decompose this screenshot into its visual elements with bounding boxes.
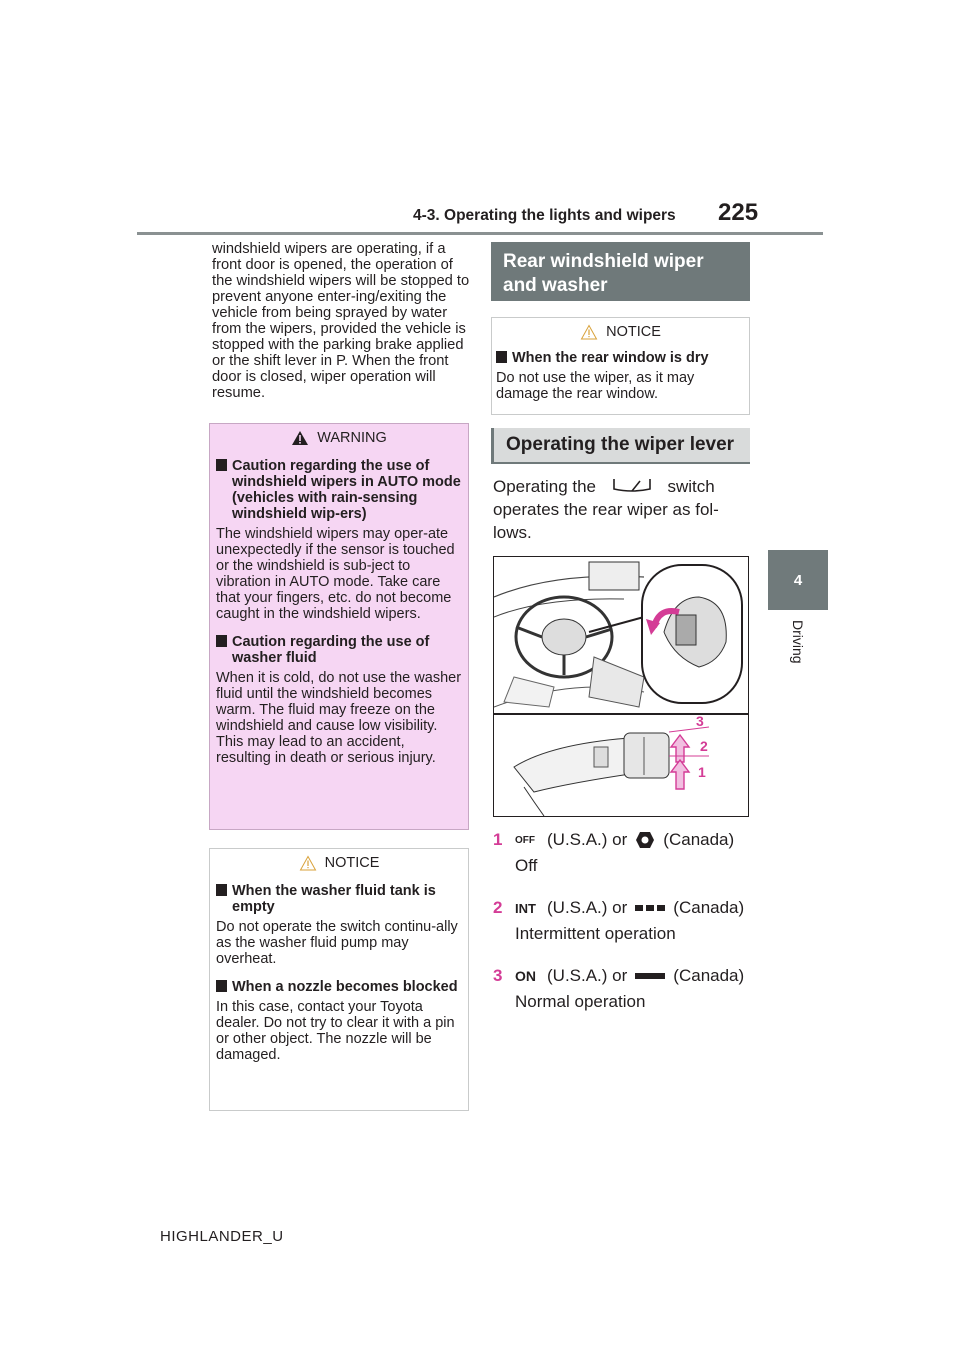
notice-title: NOTICE — [606, 324, 661, 340]
footer-model: HIGHLANDER_U — [160, 1228, 284, 1245]
warning-item-heading: Caution regarding the use of windshield wipers in AUTO mode (vehicles with rain-sensing windshield wip-ers) — [216, 458, 462, 522]
int-label: INT — [515, 900, 536, 916]
warning-box — [209, 423, 469, 830]
figure-label-3: 3 — [696, 713, 704, 729]
header-rule — [137, 232, 823, 235]
warning-icon — [291, 430, 309, 446]
warning-item-body: The windshield wipers may oper-ate unexpectedly if the sensor is touched or the windshield is sub-ject to vibration in AUTO mode. Take care that your fingers, etc. do not become caught in the windshield wipers. — [216, 526, 455, 622]
warning-title-row — [210, 430, 468, 446]
wiper-lever-illustration — [494, 557, 748, 816]
section-title: 4-3. Operating the lights and wipers — [413, 207, 676, 224]
on-label: ON — [515, 968, 536, 984]
page-number: 225 — [718, 199, 759, 226]
off-label: OFF — [515, 834, 535, 846]
notice-item-body: Do not use the wiper, as it may damage the rear window. — [496, 370, 695, 402]
canada-int-icon — [635, 904, 665, 912]
notice-item-heading: When the rear window is dry — [496, 350, 745, 366]
notice-item-heading: When a nozzle becomes blocked — [216, 979, 462, 995]
figure-label-1: 1 — [698, 764, 706, 780]
steps-list — [493, 828, 753, 1012]
notice-item-heading: When the washer fluid tank is empty — [216, 883, 462, 915]
operating-text: Operating the switch operates the rear wiper as fol-lows. — [493, 477, 719, 542]
caution-icon — [580, 324, 598, 340]
notice-item-body: Do not operate the switch continu-ally as the washer fluid pump may overheat. — [216, 919, 458, 967]
step-2-desc: Intermittent operation — [515, 924, 676, 943]
intro-paragraph: windshield wipers are operating, if a front door is opened, the operation of the windshield wipers will be stopped to prevent anyone enter-ing/exiting the vehicle from being sprayed by water from the wipers, provided the vehicle is stopped with the parking brake applied or the shift lever in P. When the front door is closed, wiper operation will resume. — [212, 241, 470, 401]
notice-box — [209, 848, 469, 1111]
canada-on-icon — [635, 972, 665, 980]
notice-title-row — [492, 324, 749, 340]
wiper-lever-heading: Operating the wiper lever — [491, 428, 750, 464]
step-3: 3 ON (U.S.A.) or (Canada) — [493, 966, 745, 985]
warning-item-heading: Caution regarding the use of washer fluid — [216, 634, 462, 666]
warning-title: WARNING — [317, 430, 387, 446]
rear-wiper-heading: Rear windshield wiper and washer — [491, 242, 750, 301]
notice-title: NOTICE — [324, 855, 380, 871]
notice-item-body: In this case, contact your Toyota dealer. Do not try to clear it with a pin or other object. The nozzle will be damaged. — [216, 999, 455, 1063]
step-1: 1 OFF (U.S.A.) or (Canada) — [493, 830, 735, 849]
rear-wiper-icon — [609, 475, 655, 495]
step-2: 2 INT (U.S.A.) or (Canada) — [493, 898, 745, 917]
canada-off-icon — [635, 831, 655, 849]
step-3-desc: Normal operation — [515, 992, 646, 1011]
warning-item-body: When it is cold, do not use the washer fluid until the windshield becomes warm. The fluid may freeze on the windshield and cause low visibility. This may lead to an accident, resulting in death or serious injury. — [216, 670, 462, 766]
caution-icon — [299, 855, 317, 871]
notice-box-right — [491, 317, 750, 415]
notice-title-row — [210, 855, 468, 871]
figure-label-2: 2 — [700, 738, 708, 754]
chapter-tab: 4 — [768, 550, 828, 610]
wiper-lever-figure — [493, 556, 749, 817]
step-1-desc: Off — [515, 856, 538, 875]
chapter-label: Driving — [790, 620, 806, 664]
